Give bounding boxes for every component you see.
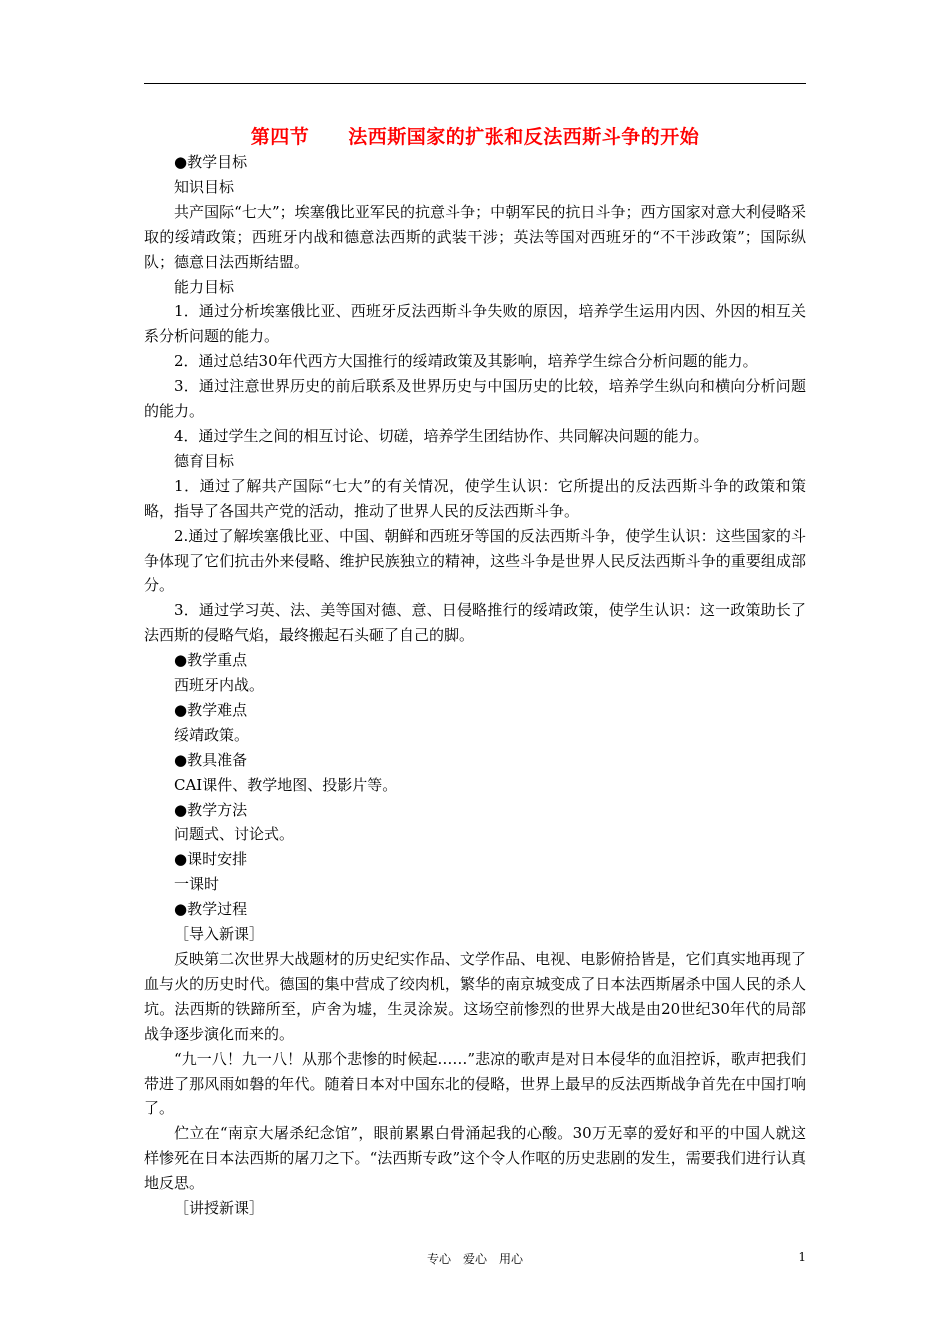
paragraph: 绥靖政策。 (174, 725, 250, 744)
paragraph: 西班牙内战。 (174, 676, 265, 695)
paragraph: 4．通过学生之间的相互讨论、切磋，培养学生团结协作、共同解决问题的能力。 (174, 426, 709, 445)
paragraph: 1．通过分析埃塞俄比亚、西班牙反法西斯斗争失败的原因，培养学生运用内因、外因的相互关系分析问题的能力。 (144, 302, 806, 346)
paragraph: 反映第二次世界大战题材的历史纪实作品、文学作品、电视、电影俯拾皆是，它们真实地再现了血与火的历史时代。德国的集中营成了绞肉机，繁华的南京城变成了日本法西斯屠杀中国人民的杀人坑。法西斯的铁蹄所至，庐舍为墟，生灵涂炭。这场空前惨烈的世界大战是由20世纪30年代的局部战争逐步演化而来的。 (144, 950, 806, 1043)
section-title: 第四节 法西斯国家的扩张和反法西斯斗争的开始 (250, 126, 700, 148)
subheading-moral-goals: 德育目标 (174, 451, 235, 470)
paragraph: 伫立在“南京大屠杀纪念馆”，眼前累累白骨涌起我的心酸。30万无辜的爱好和平的中国人就这样惨死在日本法西斯的屠刀之下。“法西斯专政”这个令人作呕的历史悲剧的发生，需要我们进行认真地反思。 (144, 1124, 806, 1193)
heading-key-points: ●教学重点 (174, 651, 248, 670)
heading-teaching-methods: ●教学方法 (174, 800, 248, 819)
heading-class-hours: ●课时安排 (174, 850, 248, 869)
subheading-new-lesson: ［讲授新课］ (174, 1199, 265, 1218)
paragraph: 3．通过注意世界历史的前后联系及世界历史与中国历史的比较，培养学生纵向和横向分析问题的能力。 (144, 377, 806, 421)
document-body (144, 150, 806, 1221)
paragraph: 1．通过了解共产国际“七大”的有关情况，使学生认识：它所提出的反法西斯斗争的政策和策略，指导了各国共产党的活动，推动了世界人民的反法西斯斗争。 (144, 476, 806, 520)
paragraph: 3．通过学习英、法、美等国对德、意、日侵略推行的绥靖政策，使学生认识：这一政策助长了法西斯的侵略气焰，最终搬起石头砸了自己的脚。 (144, 601, 806, 645)
paragraph: 问题式、讨论式。 (174, 825, 295, 844)
heading-teaching-goals: ●教学目标 (174, 153, 248, 171)
subheading-ability-goals: 能力目标 (174, 277, 235, 296)
header-rule (144, 83, 806, 84)
page-number: 1 (798, 1250, 806, 1264)
heading-teaching-aids: ●教具准备 (174, 750, 248, 769)
paragraph: “九一八！九一八！从那个悲惨的时候起……”悲凉的歌声是对日本侵华的血泪控诉，歌声把我们带进了那风雨如磐的年代。随着日本对中国东北的侵略，世界上最早的反法西斯战争首先在中国打响了。 (144, 1049, 806, 1118)
paragraph: 2．通过总结30年代西方大国推行的绥靖政策及其影响，培养学生综合分析问题的能力。 (174, 352, 758, 371)
subheading-introduction: ［导入新课］ (174, 925, 265, 944)
heading-teaching-process: ●教学过程 (174, 900, 248, 919)
page-footer (144, 1250, 806, 1270)
paragraph: 共产国际“七大”；埃塞俄比亚军民的抗意斗争；中朝军民的抗日斗争；西方国家对意大利侵略采取的绥靖政策；西班牙内战和德意法西斯的武装干涉；英法等国对西班牙的“不干涉政策”；国际纵队；德意日法西斯结盟。 (144, 202, 806, 271)
paragraph: 一课时 (174, 875, 220, 894)
heading-difficult-points: ●教学难点 (174, 700, 248, 719)
footer-motto: 专心 爱心 用心 (426, 1252, 523, 1266)
paragraph: 2.通过了解埃塞俄比亚、中国、朝鲜和西班牙等国的反法西斯斗争，使学生认识：这些国家的斗争体现了它们抗击外来侵略、维护民族独立的精神，这些斗争是世界人民反法西斯斗争的重要组成部分。 (144, 526, 806, 595)
subheading-knowledge-goals: 知识目标 (174, 177, 235, 196)
paragraph: CAI课件、教学地图、投影片等。 (174, 775, 398, 794)
